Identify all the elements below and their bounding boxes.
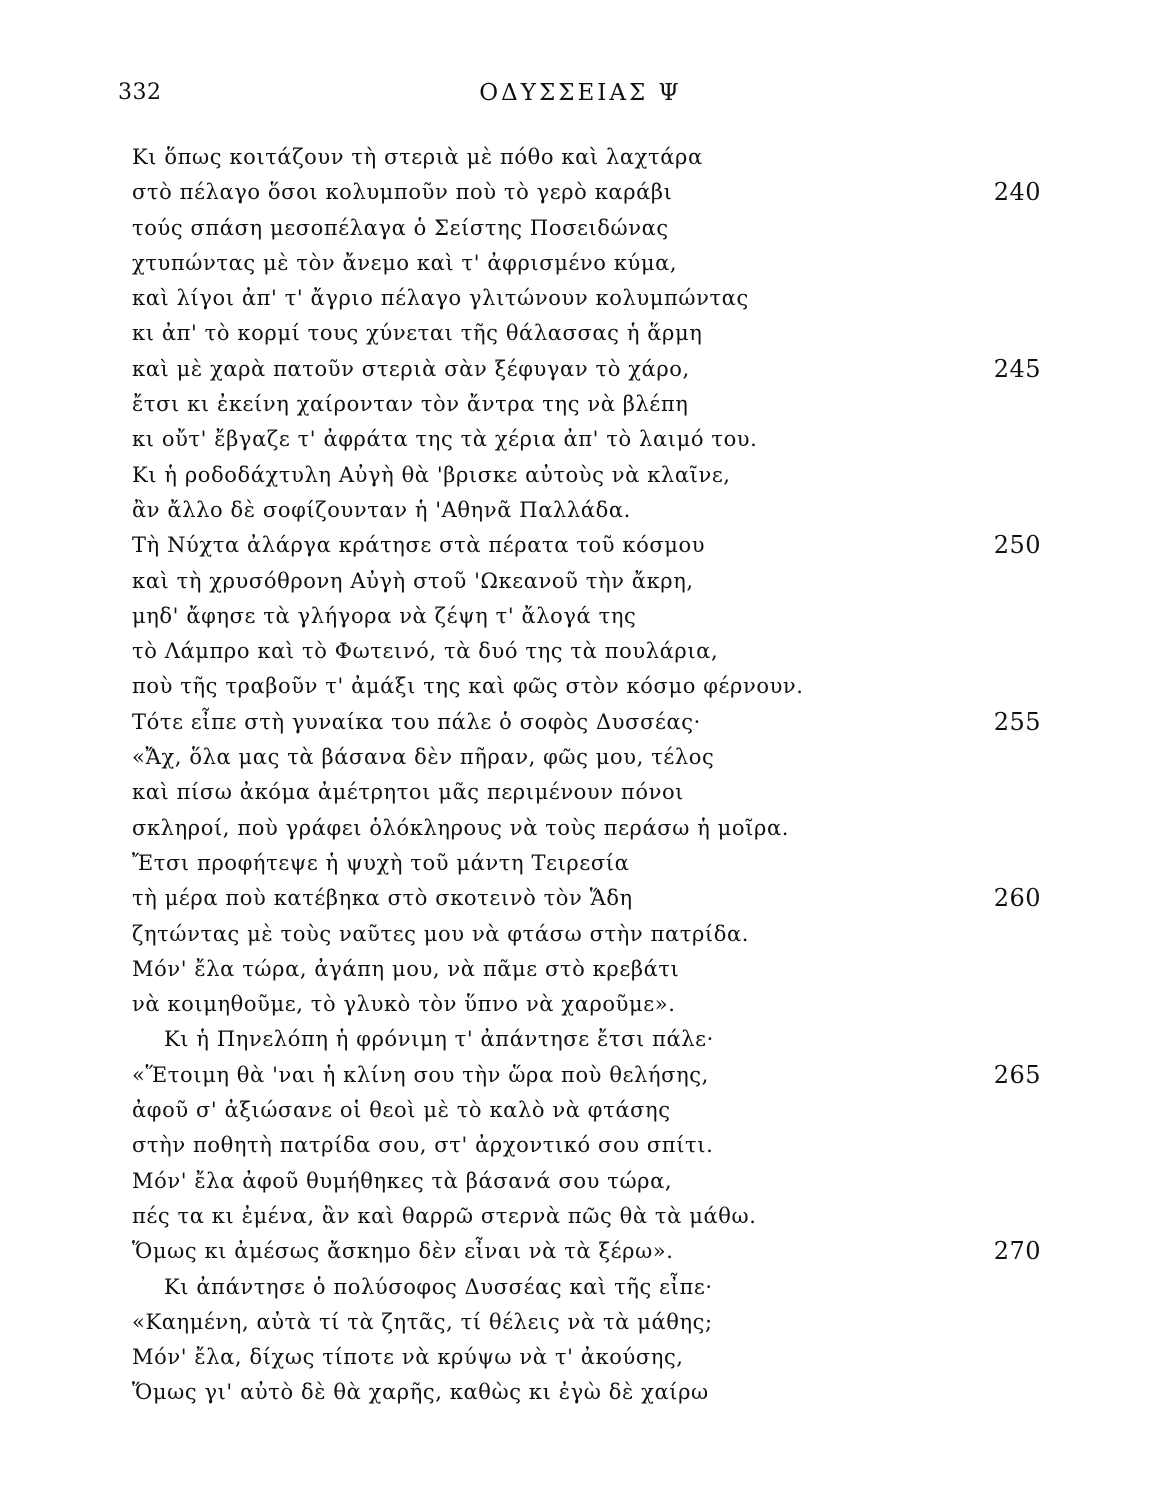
- page-number: 332: [118, 80, 162, 105]
- verse-text: τὸ Λάμπρο καὶ τὸ Φωτεινό, τὰ δυό της τὰ πουλάρια,: [132, 639, 719, 664]
- verse-line: [0, 175, 1151, 210]
- verse-line: [0, 811, 1151, 846]
- verse-line: [0, 1128, 1151, 1163]
- verse-line: [0, 352, 1151, 387]
- verse-line: [0, 1375, 1151, 1410]
- verse-line: [0, 669, 1151, 704]
- verse-text: κι ἀπ' τὸ κορμί τους χύνεται τῆς θάλασσας ἡ ἅρμη: [132, 321, 703, 346]
- verse-text: «Καημένη, αὐτὰ τί τὰ ζητᾶς, τί θέλεις νὰ τὰ μάθης;: [132, 1309, 713, 1334]
- verse-line: [0, 1234, 1151, 1269]
- verse-line: [0, 281, 1151, 316]
- verse-text: ζητώντας μὲ τοὺς ναῦτες μου νὰ φτάσω στὴν πατρίδα.: [132, 921, 750, 946]
- verse-text: τὴ μέρα ποὺ κατέβηκα στὸ σκοτεινὸ τὸν Ἅδη: [132, 886, 633, 911]
- verse-text: Ὅμως κι ἀμέσως ἄσκημο δὲν εἶναι νὰ τὰ ξέρω».: [132, 1239, 674, 1264]
- verse-line: [0, 952, 1151, 987]
- verse-text: Τὴ Νύχτα ἀλάργα κράτησε στὰ πέρατα τοῦ κόσμου: [132, 533, 706, 558]
- verse-line: [0, 705, 1151, 740]
- running-title: ΟΔΥΣΣΕΙΑΣ Ψ: [479, 80, 682, 106]
- verse-text: καὶ μὲ χαρὰ πατοῦν στεριὰ σὰν ξέφυγαν τὸ χάρο,: [132, 356, 690, 381]
- verse-line: [0, 634, 1151, 669]
- verse-line: [0, 599, 1151, 634]
- line-number: 270: [993, 1237, 1041, 1266]
- verse-text: καὶ πίσω ἀκόμα ἀμέτρητοι μᾶς περιμένουν πόνοι: [132, 780, 685, 805]
- verse-line: [0, 316, 1151, 351]
- verse-line: [0, 1164, 1151, 1199]
- verse-line: [0, 564, 1151, 599]
- verse-line: [0, 493, 1151, 528]
- verse-text: Κι ὅπως κοιτάζουν τὴ στεριὰ μὲ πόθο καὶ λαχτάρα: [132, 145, 703, 169]
- verse-text: Ἔτσι προφήτεψε ἡ ψυχὴ τοῦ μάντη Τειρεσία: [132, 850, 630, 875]
- verse-line: [0, 740, 1151, 775]
- verse-text: νὰ κοιμηθοῦμε, τὸ γλυκὸ τὸν ὕπνο νὰ χαροῦμε».: [132, 992, 676, 1017]
- verse-line: [0, 917, 1151, 952]
- line-number: 255: [993, 707, 1041, 736]
- verse-text: χτυπώντας μὲ τὸν ἄνεμο καὶ τ' ἀφρισμένο κύμα,: [132, 250, 678, 275]
- line-number: 265: [993, 1060, 1041, 1089]
- verse-line: [0, 881, 1151, 916]
- verse-text: Κι ἡ Πηνελόπη ἡ φρόνιμη τ' ἀπάντησε ἔτσι πάλε·: [164, 1027, 714, 1052]
- verse-text: «Ἄχ, ὅλα μας τὰ βάσανα δὲν πῆραν, φῶς μου, τέλος: [132, 745, 715, 770]
- verse-line: [0, 846, 1151, 881]
- verse-line: [0, 1093, 1151, 1128]
- verse-text: καὶ τὴ χρυσόθρονη Αὐγὴ στοῦ 'Ωκεανοῦ τὴν ἄκρη,: [132, 568, 694, 593]
- verse-text: Τότε εἶπε στὴ γυναίκα του πάλε ὁ σοφὸς Δυσσέας·: [132, 709, 701, 734]
- verse-text: κι οὔτ' ἔβγαζε τ' ἀφράτα της τὰ χέρια ἀπ' τὸ λαιμό του.: [132, 427, 758, 452]
- verse-text: ἔτσι κι ἐκείνη χαίρονταν τὸν ἄντρα της νὰ βλέπη: [132, 392, 689, 417]
- verse-line: [0, 1199, 1151, 1234]
- line-number: 245: [993, 354, 1041, 383]
- verse-line: [0, 140, 1151, 175]
- verse-line: [0, 387, 1151, 422]
- verse-text: «Ἕτοιμη θὰ 'ναι ἡ κλίνη σου τὴν ὥρα ποὺ θελήσης,: [132, 1062, 709, 1087]
- line-number: 260: [993, 884, 1041, 913]
- verse-text: Κι ἀπάντησε ὁ πολύσοφος Δυσσέας καὶ τῆς εἶπε·: [164, 1274, 713, 1299]
- line-number: 250: [993, 531, 1041, 560]
- verse-text: σκληροί, ποὺ γράφει ὁλόκληρους νὰ τοὺς περάσω ἡ μοῖρα.: [132, 815, 789, 840]
- verse-line: [0, 987, 1151, 1022]
- verse-text: Μόν' ἔλα τώρα, ἀγάπη μου, νὰ πᾶμε στὸ κρεβάτι: [132, 956, 680, 981]
- verse-line: [0, 246, 1151, 281]
- verse-text: ποὺ τῆς τραβοῦν τ' ἀμάξι της καὶ φῶς στὸν κόσμο φέρνουν.: [132, 674, 804, 699]
- verse-text: τούς σπάση μεσοπέλαγα ὁ Σείστης Ποσειδώνας: [132, 215, 669, 240]
- verse-text: Μόν' ἔλα ἀφοῦ θυμήθηκες τὰ βάσανά σου τώρα,: [132, 1168, 673, 1193]
- verse-text: Κι ἡ ροδοδάχτυλη Αὐγὴ θὰ 'βρισκε αὐτοὺς νὰ κλαῖνε,: [132, 462, 731, 487]
- verse-text: Ὅμως γι' αὐτὸ δὲ θὰ χαρῆς, καθὼς κι ἐγὼ δὲ χαίρω: [132, 1380, 709, 1405]
- verse-text: πές τα κι ἐμένα, ἂν καὶ θαρρῶ στερνὰ πῶς θὰ τὰ μάθω.: [132, 1203, 757, 1228]
- verse-line: [0, 1270, 1151, 1305]
- verse-line: [0, 1305, 1151, 1340]
- verse-text: στὸ πέλαγο ὅσοι κολυμποῦν ποὺ τὸ γερὸ καράβι: [132, 180, 673, 205]
- verse-line: [0, 775, 1151, 810]
- verse-text: στὴν ποθητὴ πατρίδα σου, στ' ἀρχοντικό σου σπίτι.: [132, 1133, 714, 1158]
- page-header: [0, 80, 1151, 116]
- line-number: 240: [993, 178, 1041, 207]
- verse-line: [0, 211, 1151, 246]
- verse-text: ἀφοῦ σ' ἀξιώσανε οἱ θεοὶ μὲ τὸ καλὸ νὰ φτάσης: [132, 1098, 671, 1123]
- verse-line: [0, 528, 1151, 563]
- verse-text: καὶ λίγοι ἀπ' τ' ἄγριο πέλαγο γλιτώνουν κολυμπώντας: [132, 286, 749, 311]
- verse-block: [0, 140, 1151, 1411]
- verse-text: ἂν ἄλλο δὲ σοφίζουνταν ἡ 'Αθηνᾶ Παλλάδα.: [132, 497, 631, 522]
- verse-text: Μόν' ἔλα, δίχως τίποτε νὰ κρύψω νὰ τ' ἀκούσης,: [132, 1345, 684, 1370]
- verse-text: μηδ' ἄφησε τὰ γλήγορα νὰ ζέψη τ' ἄλογά της: [132, 603, 637, 628]
- verse-line: [0, 1058, 1151, 1093]
- verse-line: [0, 1340, 1151, 1375]
- verse-line: [0, 458, 1151, 493]
- verse-line: [0, 422, 1151, 457]
- verse-line: [0, 1022, 1151, 1057]
